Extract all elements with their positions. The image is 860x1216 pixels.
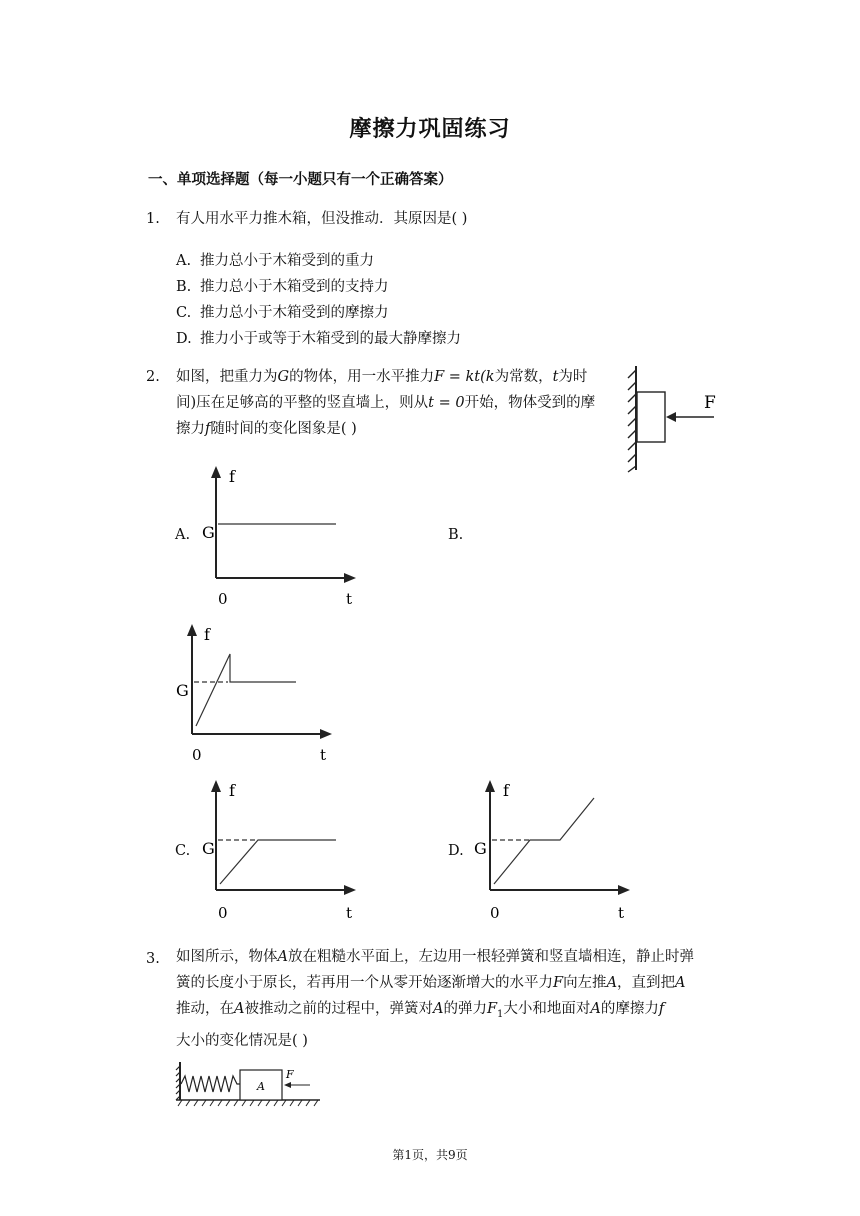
force-label: F: [704, 393, 716, 413]
option-label: D.: [176, 331, 192, 347]
q3-line-1: 如图所示，物体A放在粗糙水平面上，左边用一根轻弹簧和竖直墙相连，静止时弹: [176, 949, 694, 965]
g-label: G: [202, 839, 215, 858]
option-text: 推力总小于木箱受到的重力: [200, 253, 374, 269]
origin-label: 0: [490, 904, 500, 922]
origin-label: 0: [218, 590, 228, 608]
q2-graph-d: [470, 776, 640, 926]
option-text: 推力小于或等于木箱受到的最大静摩擦力: [200, 331, 461, 347]
y-arrowhead: [187, 624, 197, 636]
question-2-number: 2.: [146, 369, 160, 385]
g-label: G: [176, 681, 189, 700]
t-axis-label: t: [618, 904, 625, 922]
origin-label: 0: [218, 904, 228, 922]
q2-option-d-label: D.: [448, 843, 464, 859]
wall-hatching: [628, 370, 636, 472]
force-label: F: [286, 1068, 294, 1081]
q2-option-b-label: B.: [448, 527, 464, 543]
q2-graph-b: [172, 620, 342, 768]
q3-spring-figure: [174, 1058, 324, 1110]
f-curve: [220, 840, 336, 884]
t-axis-label: t: [346, 904, 353, 922]
page-footer: 第1页，共9页: [392, 1148, 468, 1162]
ground-hatching: [178, 1100, 318, 1106]
q3-line-4: 大小的变化情况是( ): [176, 1032, 308, 1049]
q2-line-2: 间)压在足够高的平整的竖直墙上，则从t = 0开始，物体受到的摩: [176, 395, 596, 411]
q2-graph-c: [196, 776, 366, 926]
q2-wall-figure: [620, 362, 720, 474]
t-axis-label: t: [346, 590, 353, 608]
g-label: G: [202, 523, 215, 542]
question-2-text: [176, 364, 616, 442]
q3-line-2: 簧的长度小于原长，若再用一个从零开始逐渐增大的水平力F向左推A，直到把A: [176, 975, 686, 991]
force-arrowhead: [284, 1082, 291, 1088]
y-arrowhead: [211, 780, 221, 792]
x-arrowhead: [344, 885, 356, 895]
option-label: B.: [176, 279, 192, 295]
section-heading: 一、单项选择题（每一小题只有一个正确答案）: [148, 171, 453, 188]
f-axis-label: f: [204, 625, 210, 644]
q2-graph-a: [196, 462, 366, 612]
t-axis-label: t: [320, 746, 327, 764]
y-arrowhead: [485, 780, 495, 792]
option-label: A.: [176, 253, 192, 269]
question-1-text: 有人用水平力推木箱，但没推动．其原因是( ): [176, 211, 468, 227]
x-arrowhead: [320, 729, 332, 739]
option-text: 推力总小于木箱受到的摩擦力: [200, 305, 389, 321]
object-block: [637, 392, 665, 442]
q1-option-b: [176, 275, 389, 296]
question-1-number: 1.: [146, 211, 160, 227]
page-title: 摩擦力巩固练习: [349, 116, 511, 142]
option-label: C.: [176, 305, 192, 321]
q2-line-3: 擦力f随时间的变化图象是( ): [176, 421, 357, 437]
g-label: G: [474, 839, 487, 858]
q1-option-c: [176, 301, 389, 322]
question-3-number: 3.: [146, 951, 160, 967]
q2-line-1: 如图，把重力为G的物体，用一水平推力F = kt(k为常数，t为时: [176, 369, 588, 385]
f-axis-label: f: [229, 467, 235, 486]
y-arrowhead: [211, 466, 221, 478]
q1-option-a: [176, 249, 374, 270]
q2-option-c-label: C.: [175, 843, 191, 859]
block-a-label: A: [257, 1080, 265, 1093]
force-arrowhead: [666, 412, 676, 422]
f-axis-label: f: [503, 781, 509, 800]
q2-option-a-label: A.: [175, 527, 191, 543]
origin-label: 0: [192, 746, 202, 764]
x-arrowhead: [344, 573, 356, 583]
f-axis-label: f: [229, 781, 235, 800]
option-text: 推力总小于木箱受到的支持力: [200, 279, 389, 295]
f-curve: [196, 654, 296, 726]
q3-line-3: 推动，在A被推动之前的过程中，弹簧对A的弹力$F_1$大小和地面对A的摩擦力f: [176, 1001, 665, 1020]
question-3-text: [176, 944, 736, 1054]
f-curve: [494, 798, 594, 884]
spring: [181, 1076, 240, 1092]
x-arrowhead: [618, 885, 630, 895]
q1-option-d: [176, 327, 461, 348]
